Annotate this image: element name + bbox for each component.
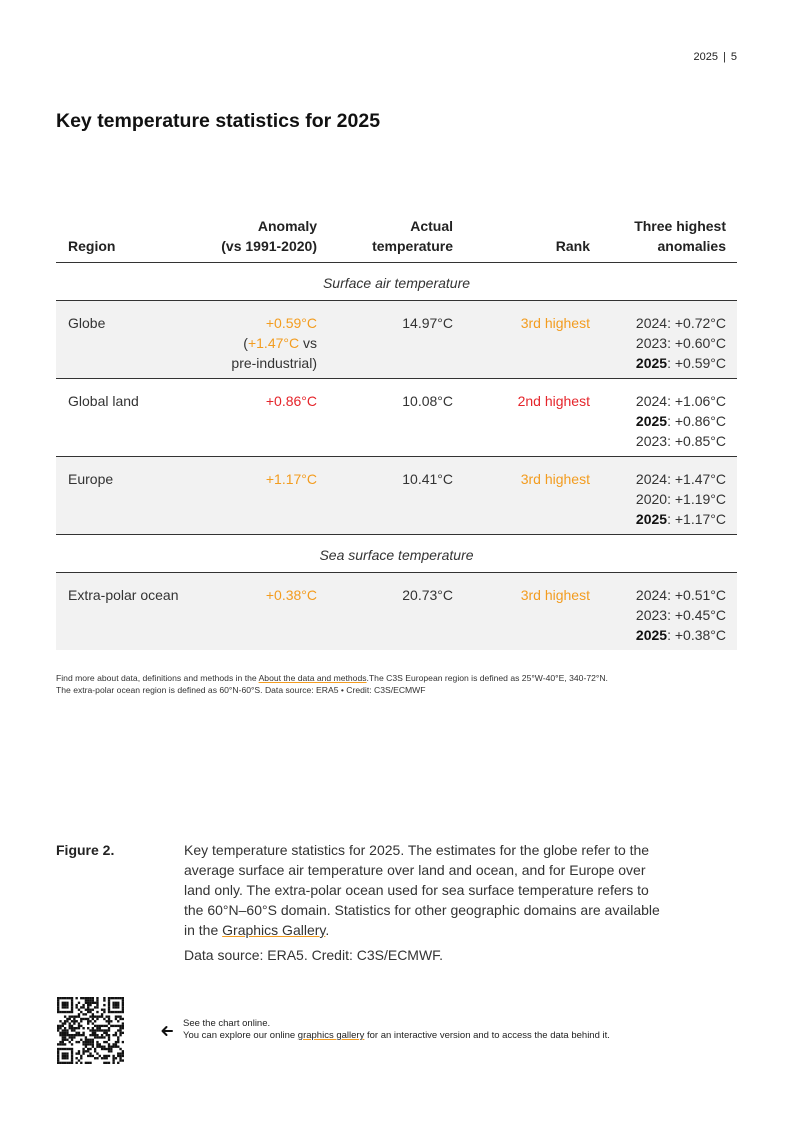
- table-row: [56, 573, 737, 650]
- cell-actual: 10.08°C: [402, 393, 453, 409]
- qr-code-graphic: [57, 997, 124, 1064]
- top3-value: : +0.72°C: [667, 315, 726, 331]
- section-sea-surface: Sea surface temperature: [56, 535, 737, 573]
- page-title: Key temperature statistics for 2025: [56, 110, 381, 132]
- col-three-line1: Three highest: [634, 218, 726, 234]
- cell-rank: 2nd highest: [517, 393, 590, 409]
- qr-code-icon[interactable]: [57, 997, 124, 1064]
- anomaly-pre-open: (: [243, 335, 248, 351]
- top3-year: 2023: [635, 607, 668, 623]
- cell-anomaly: +0.86°C: [265, 393, 317, 409]
- cell-region: Extra-polar ocean: [68, 587, 179, 603]
- graphics-gallery-online-link[interactable]: graphics gallery: [297, 1030, 365, 1041]
- col-anomaly-line1: Anomaly: [257, 218, 317, 234]
- table-source-note: [56, 672, 756, 696]
- cell-actual: 14.97°C: [402, 315, 453, 331]
- figure-label: Figure 2.: [56, 842, 115, 858]
- anomaly-pre-label: pre-industrial): [231, 355, 317, 371]
- figure-source: Data source: ERA5. Credit: C3S/ECMWF.: [184, 947, 444, 963]
- cell-rank: 3rd highest: [520, 587, 590, 603]
- online-line1: See the chart online.: [183, 1018, 271, 1029]
- top3-value: : +0.45°C: [667, 607, 726, 623]
- cell-anomaly: +1.17°C: [265, 471, 317, 487]
- col-rank: Rank: [555, 238, 590, 254]
- col-three-highest: [634, 216, 726, 256]
- top3-value: : +0.60°C: [667, 335, 726, 351]
- cell-rank: 3rd highest: [520, 471, 590, 487]
- col-three-line2: anomalies: [657, 238, 726, 254]
- col-anomaly: [221, 216, 317, 256]
- top3-year: 2020: [635, 491, 668, 507]
- cell-region: Global land: [68, 393, 139, 409]
- top3-year-current: 2025: [635, 627, 668, 643]
- anomaly-pre-value: +1.47°C: [247, 335, 300, 351]
- cell-anomaly: [231, 313, 317, 373]
- caption-end: .: [325, 922, 330, 938]
- online-line2-pre: You can explore our online: [183, 1030, 298, 1041]
- top3-value: : +0.85°C: [667, 433, 726, 449]
- online-line2-post: for an interactive version and to access the data behind it.: [364, 1030, 610, 1041]
- figure-caption: [184, 840, 664, 940]
- top3-year: 2024: [635, 471, 668, 487]
- top3-value: : +1.17°C: [667, 511, 726, 527]
- caption-text: Key temperature statistics for 2025. The estimates for the globe refer to the average surface air temperature over land and ocean, and for Europe over land only. The extra-polar ocean used for sea surface temperature refers to the 60°N–60°S domain. Statistics for other geographic domains are available in the: [184, 842, 660, 938]
- top3-value: : +0.59°C: [667, 355, 726, 371]
- top3-year-current: 2025: [635, 413, 668, 429]
- arrow-left-icon: [160, 1024, 174, 1038]
- anomaly-value: +0.59°C: [265, 315, 317, 331]
- cell-rank: 3rd highest: [520, 315, 590, 331]
- top3-year-current: 2025: [635, 355, 668, 371]
- top3-year: 2024: [635, 587, 668, 603]
- table-header: [56, 216, 737, 263]
- col-region: Region: [68, 238, 116, 254]
- cell-three-highest: [636, 585, 726, 645]
- top3-value: : +1.47°C: [667, 471, 726, 487]
- top3-year: 2023: [635, 433, 668, 449]
- top3-value: : +0.86°C: [667, 413, 726, 429]
- page-number: [694, 51, 737, 63]
- note-line2: The extra-polar ocean region is defined as 60°N-60°S. Data source: ERA5 • Credit: C3S/ECMWF: [56, 685, 426, 695]
- page-index: 5: [730, 51, 737, 63]
- page-year: 2025: [693, 51, 719, 63]
- note-pre: Find more about data, definitions and methods in the: [56, 673, 259, 683]
- col-actual-line1: Actual: [410, 218, 453, 234]
- cell-three-highest: [636, 313, 726, 373]
- top3-value: : +0.51°C: [667, 587, 726, 603]
- cell-actual: 20.73°C: [402, 587, 453, 603]
- top3-value: : +0.38°C: [667, 627, 726, 643]
- cell-region: Globe: [68, 315, 106, 331]
- anomaly-pre-vs: vs: [299, 335, 317, 351]
- page-separator: |: [723, 51, 726, 63]
- table-row: [56, 457, 737, 535]
- cell-three-highest: [636, 391, 726, 451]
- top3-year: 2023: [635, 335, 668, 351]
- col-actual: [372, 216, 453, 256]
- temperature-stats-table: [56, 216, 737, 650]
- about-data-link[interactable]: About the data and methods: [258, 673, 367, 683]
- cell-three-highest: [636, 469, 726, 529]
- top3-value: : +1.19°C: [667, 491, 726, 507]
- cell-region: Europe: [68, 471, 114, 487]
- top3-year: 2024: [635, 393, 668, 409]
- top3-year: 2024: [635, 315, 668, 331]
- cell-actual: 10.41°C: [402, 471, 453, 487]
- col-actual-line2: temperature: [372, 238, 453, 254]
- top3-year-current: 2025: [635, 511, 668, 527]
- note-post: .The C3S European region is defined as 25°W-40°E, 340-72°N.: [366, 673, 608, 683]
- table-row: [56, 301, 737, 379]
- graphics-gallery-link[interactable]: Graphics Gallery: [222, 922, 326, 938]
- top3-value: : +1.06°C: [667, 393, 726, 409]
- col-anomaly-line2: (vs 1991-2020): [221, 238, 317, 254]
- see-online-note: [183, 1018, 610, 1042]
- table-row: [56, 379, 737, 457]
- section-surface-air: Surface air temperature: [56, 263, 737, 301]
- cell-anomaly: +0.38°C: [265, 587, 317, 603]
